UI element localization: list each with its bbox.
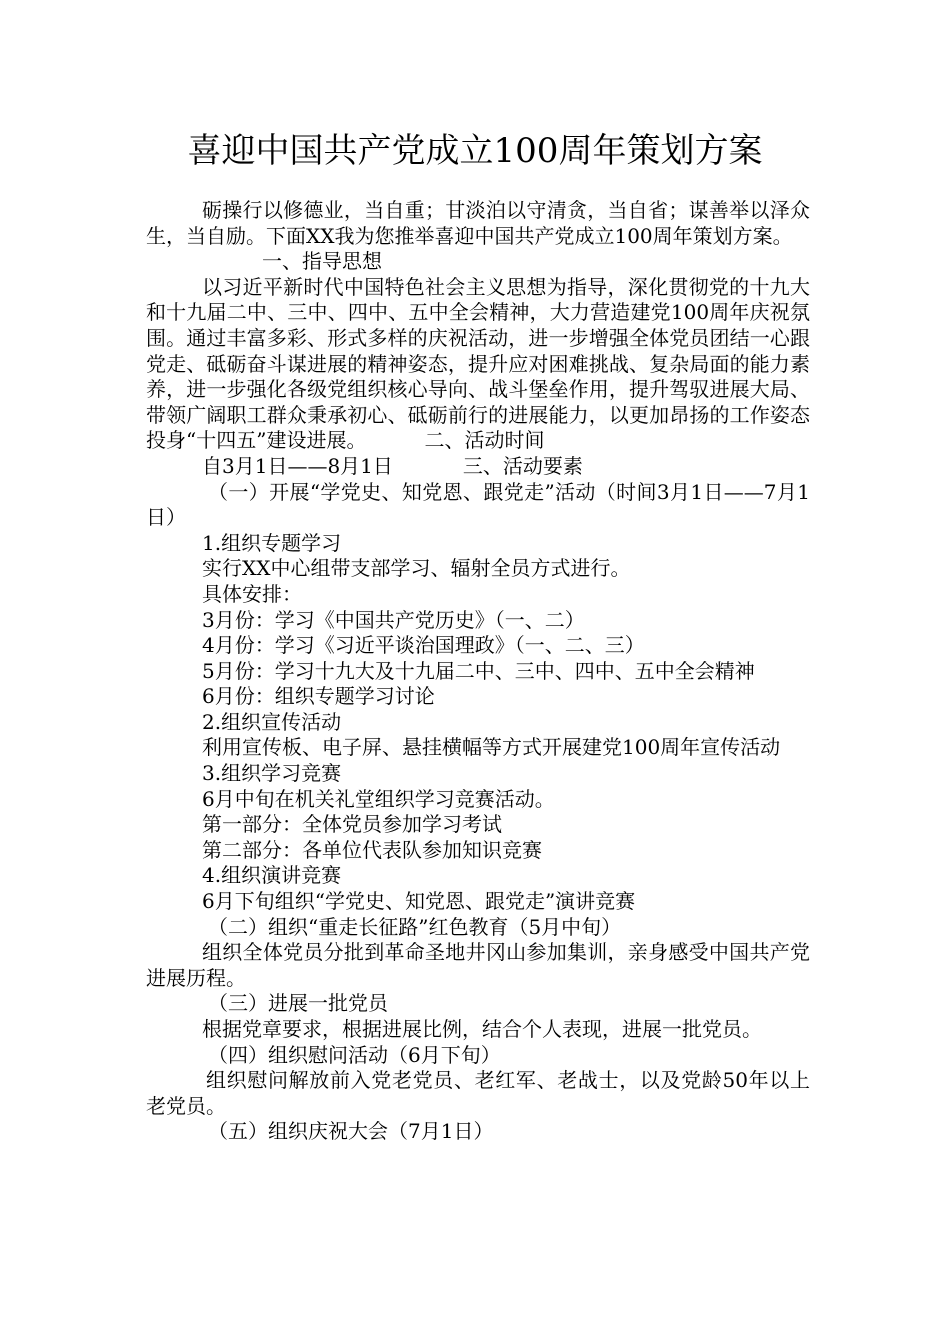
- activity-time-text: 自3月1日——8月1日: [202, 453, 393, 478]
- intro-paragraph: 砺操行以修德业，当自重；甘淡泊以守清贪，当自省；谋善举以泽众生，当自励。下面XX我为您推举喜迎中国共产党成立100周年策划方案。: [146, 198, 810, 248]
- paragraph: 根据党章要求，根据进展比例，结合个人表现，进展一批党员。: [202, 1017, 762, 1041]
- section-paragraph: [146, 454, 810, 480]
- paragraph: 6月中旬在机关礼堂组织学习竞赛活动。: [202, 786, 555, 811]
- schedule-line: 4月份：学习《习近平谈治国理政》（一、二、三）: [202, 633, 645, 658]
- section-heading-activity-time: 二、活动时间: [424, 428, 545, 453]
- paragraph: 第一部分：全体党员参加学习考试: [202, 812, 502, 837]
- item-heading: （三）进展一批党员: [208, 991, 388, 1016]
- paragraph: 实行XX中心组带支部学习、辐射全员方式进行。: [202, 556, 631, 581]
- section-paragraph: [146, 275, 810, 454]
- subitem-title: 4.组织演讲竞赛: [202, 863, 342, 888]
- document-body: [146, 198, 810, 1145]
- paragraph: 组织全体党员分批到革命圣地井冈山参加集训，亲身感受中国共产党进展历程。: [146, 940, 810, 990]
- item-heading: （五）组织庆祝大会（7月1日）: [208, 1119, 494, 1144]
- subitem-title: 1.组织专题学习: [202, 530, 342, 555]
- paragraph: 第二部分：各单位代表队参加知识竞赛: [202, 837, 542, 862]
- section-heading-guiding-ideology: 一、指导思想: [262, 249, 382, 274]
- subitem-title: 3.组织学习竞赛: [202, 761, 342, 786]
- schedule-line: 5月份：学习十九大及十九届二中、三中、四中、五中全会精神: [202, 658, 755, 683]
- guiding-ideology-text: 以习近平新时代中国特色社会主义思想为指导，深化贯彻党的十九大和十九届二中、三中、四中、五中全会精神，大力营造建党100周年庆祝氛围。通过丰富多彩、形式多样的庆祝活动，进一步增强全体党员团结一心跟党走、砥砺奋斗谋进展的精神姿态，提升应对困难挑战、复杂局面的能力素养，进一步强化各级党组织核心导向、战斗堡垒作用，提升驾驭进展大局、带领广阔职工群众秉承初心、砥砺前行的进展能力，以更加昂扬的工作姿态投身“十四五”建设进展。: [146, 274, 810, 453]
- paragraph: 6月下旬组织“学党史、知党恩、跟党走”演讲竞赛: [202, 889, 636, 914]
- schedule-line: 6月份：组织专题学习讨论: [202, 684, 435, 709]
- section-heading-activity-elements: 三、活动要素: [462, 453, 583, 478]
- schedule-line: 3月份：学习《中国共产党历史》（一、二）: [202, 607, 585, 632]
- paragraph: 具体安排：: [202, 581, 302, 606]
- paragraph: 组织慰问解放前入党老党员、老红军、老战士，以及党龄50年以上老党员。: [146, 1068, 810, 1118]
- document-title: 喜迎中国共产党成立100周年策划方案: [187, 131, 763, 171]
- item-heading: （一）开展“学党史、知党恩、跟党走”活动（时间3月1日——7月1日）: [146, 479, 810, 530]
- subitem-title: 2.组织宣传活动: [202, 709, 342, 734]
- item-heading: （二）组织“重走长征路”红色教育（5月中旬）: [208, 914, 622, 939]
- paragraph: 利用宣传板、电子屏、悬挂横幅等方式开展建党100周年宣传活动: [202, 735, 781, 760]
- item-heading: （四）组织慰问活动（6月下旬）: [208, 1042, 501, 1067]
